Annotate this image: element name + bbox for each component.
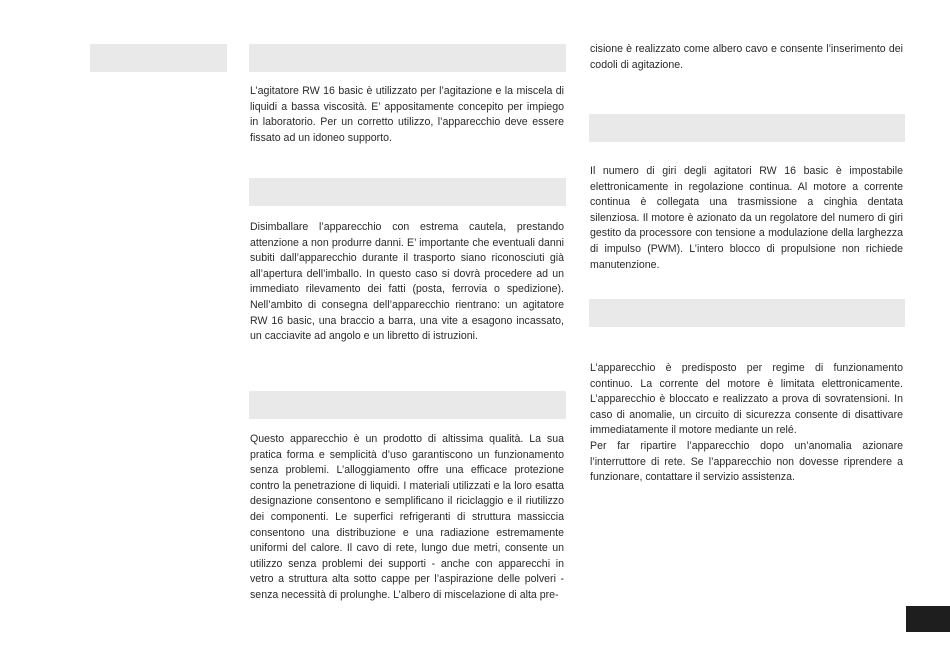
safety-text-1: L’apparecchio è predisposto per regime di funzionamento continuo. La corrente del motore è limitata elettronicamente. L’apparecchio è bloccato e realizzato a prova di sovratensioni. In caso di anomalie, un circuito di sicurezza consente di disattivare immediatamente il motore mediante un relé.	[590, 362, 903, 437]
section-heading-bar-unpacking	[249, 178, 566, 206]
motor-text: Il numero di giri degli agitatori RW 16 basic è impostabile elettronicamente in regolazione continua. Al motore a corrente continua è collegata una trasmissione a cinghia dentata silenziosa. Il motore è azionato da un regolatore del numero di giri gestito da processore con tensione a modulazione della larghezza di impulso (PWM). L’intero blocco di propulsione non richiede manutenzione.	[590, 165, 903, 271]
safety-paragraph	[590, 361, 903, 486]
intro-text: L’agitatore RW 16 basic è utilizzato per l’agitazione e la miscela di liquidi a bassa viscosità. E’ appositamente concepito per impiego in laboratorio. Per un corretto utilizzo, l’apparecchio deve essere fissato ad un idoneo supporto.	[250, 85, 564, 144]
continuation-paragraph	[590, 42, 903, 73]
safety-text-2: Per far ripartire l’apparecchio dopo un’anomalia azionare l’interruttore di rete. Se l’apparecchio non dovesse riprendere a funzionare, contattare il servizio assistenza.	[590, 439, 903, 484]
section-heading-bar-safety	[589, 299, 905, 327]
section-heading-bar-motor	[589, 114, 905, 142]
section-heading-bar-quality	[249, 391, 566, 419]
motor-paragraph	[590, 164, 903, 273]
page-edge-tab	[906, 606, 950, 632]
quality-text: Questo apparecchio è un prodotto di altissima qualità. La sua pratica forma e semplicità d’uso garantiscono un funzionamento senza problemi. L’alloggiamento offre una efficace protezione contro la penetrazione di liquidi. I materiali utilizzati e la loro esatta designazione consentono e semplificano il riciclaggio e il riutilizzo dei componenti. Le superfici refrigeranti di struttura massiccia consentono una distribuzione e una radiazione estremamente uniformi del calore. Il cavo di rete, lungo due metri, consente un utilizzo senza problemi dei supporti - anche con apparecchi in vetro a struttura alta sotto cappe per l’aspirazione delle polveri - senza necessità di prolunghe. L’albero di miscelazione di alta pre-	[250, 433, 564, 601]
unpacking-paragraph	[250, 220, 564, 345]
section-heading-bar-intro	[249, 44, 566, 72]
intro-paragraph	[250, 84, 564, 146]
sidebar-heading-bar	[90, 44, 227, 72]
quality-paragraph	[250, 432, 564, 604]
continuation-text: cisione è realizzato come albero cavo e consente l’inserimento dei codoli di agitazione.	[590, 43, 903, 71]
unpacking-text: Disimballare l’apparecchio con estrema cautela, prestando attenzione a non produrre danni. E’ importante che eventuali danni subiti dall’apparecchio durante il trasporto siano riconosciuti già all’apertura dell’imballo. In questo caso si dovrà procedere ad un immediato rilevamento dei fatti (posta, ferrovia o spedizione). Nell’ambito di consegna dell’apparecchio rientrano: un agitatore RW 16 basic, una braccio a barra, una vite a esagono incassato, un cacciavite ad angolo e un libretto di istruzioni.	[250, 221, 564, 343]
